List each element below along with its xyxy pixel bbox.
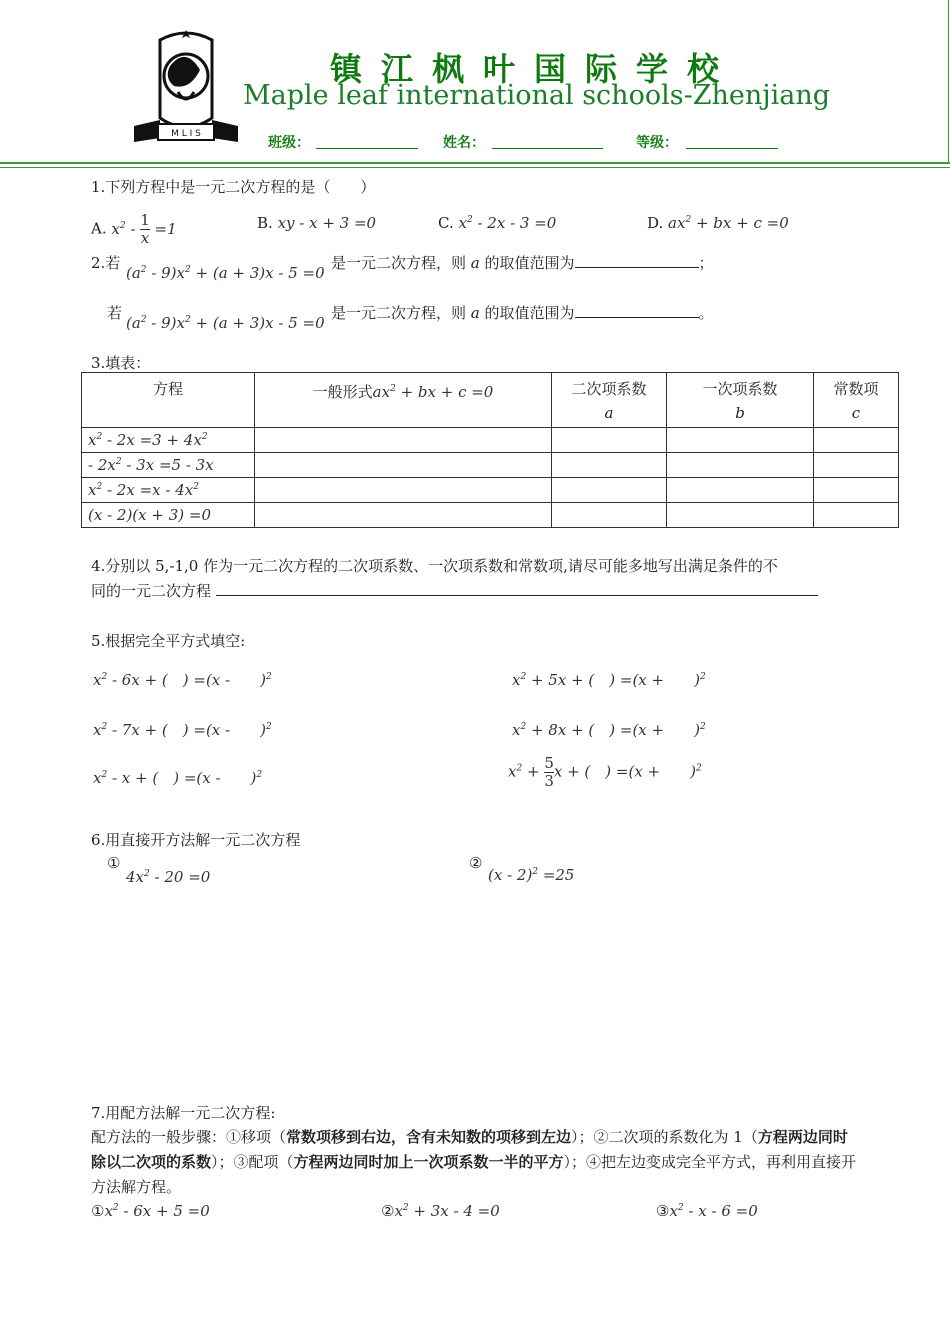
q6-equation-1: $4x^2 - 20 =0$ <box>126 868 211 886</box>
q2-line1: 2.若 <box>91 254 121 272</box>
q1-option-c: C. $x^2 - 2x - 3 =0$ <box>438 214 557 232</box>
q3-cell[interactable] <box>667 478 814 503</box>
q3-cell[interactable] <box>255 478 552 503</box>
q2-equation-2: $(a^2 - 9)x^2 + (a + 3)x - 5 =0$ <box>126 314 325 332</box>
q3-cell[interactable] <box>814 453 899 478</box>
header-border <box>948 0 949 164</box>
school-logo <box>130 26 242 150</box>
q1-option-b: B. xy - x + 3 =0 <box>257 214 377 232</box>
header-divider-thin <box>0 167 950 168</box>
q3-row-equation: - $2x^2 - 3x =5 - 3x$ <box>82 453 255 478</box>
q3-header-b: 一次项系数 b <box>667 373 814 428</box>
name-field[interactable] <box>492 148 603 149</box>
grade-label: 等级： <box>636 135 678 151</box>
q3-cell[interactable] <box>255 453 552 478</box>
q7-steps: 配方法的一般步骤：①移项（常数项移到右边，含有未知数的项移到左边）；②二次项的系数化为 1（方程两边同时除以二次项的系数）；③配项（方程两边同时加上一次项系数一半的平方）；④把左边变成完全平方式，再利用直接开方法解方程。 <box>91 1128 857 1196</box>
class-label: 班级： <box>268 135 310 151</box>
q3-cell[interactable] <box>814 478 899 503</box>
q4-answer[interactable] <box>216 581 818 596</box>
q3-header-a: 二次项系数 a <box>552 373 667 428</box>
name-label: 姓名： <box>443 135 485 151</box>
svg-text:M L I S: M L I S <box>171 129 201 139</box>
q2-text-1: 是一元二次方程，则 a 的取值范围为 ； <box>331 254 714 272</box>
q3-cell[interactable] <box>552 453 667 478</box>
school-name-en: Maple leaf international schools-Zhenjiang <box>243 80 830 111</box>
class-field[interactable] <box>316 148 418 149</box>
q6-mark-1: ① <box>107 854 121 872</box>
q2-answer-1[interactable] <box>575 253 699 268</box>
q3-cell[interactable] <box>814 428 899 453</box>
q7-item-1: $①x^2 - 6x + 5 =0$ <box>91 1202 210 1220</box>
q5-item-6[interactable]: $x^2$ + $\frac{5}{3}$ x + ( ) =(x + )$^2$ <box>508 754 702 790</box>
q2-line2: 若 <box>107 304 123 322</box>
q2-text-2: 是一元二次方程，则 a 的取值范围为 。 <box>331 304 714 322</box>
q3-cell[interactable] <box>667 503 814 528</box>
q5-item-2[interactable]: $x^2 + 5x$ + ( ) =(x + )$^2$ <box>512 671 706 689</box>
q6-prompt: 6.用直接开方法解一元二次方程 <box>91 831 301 849</box>
grade-field[interactable] <box>686 148 778 149</box>
q3-cell[interactable] <box>552 478 667 503</box>
q4-line1: 4.分别以 5,-1,0 作为一元二次方程的二次项系数、一次项系数和常数项,请尽可能多地写出满足条件的不 <box>91 557 778 575</box>
q3-cell[interactable] <box>552 503 667 528</box>
q3-header-general: 一般形式$ax^2$ + bx + c =0 <box>255 373 552 428</box>
school-name-cn: 镇江枫叶国际学校 <box>330 50 739 88</box>
q2-answer-2[interactable] <box>575 303 699 318</box>
q3-cell[interactable] <box>667 453 814 478</box>
q1-prompt: 1.下列方程中是一元二次方程的是（ ） <box>91 178 376 196</box>
q3-cell[interactable] <box>552 428 667 453</box>
q3-row <box>82 503 899 528</box>
q3-header-equation: 方程 <box>82 373 255 428</box>
q3-cell[interactable] <box>814 503 899 528</box>
q3-cell[interactable] <box>255 428 552 453</box>
q3-cell[interactable] <box>667 428 814 453</box>
q3-row <box>82 428 899 453</box>
q3-cell[interactable] <box>255 503 552 528</box>
q3-row-equation: (x - 2)(x + 3) =0 <box>82 503 255 528</box>
q4-line2: 同的一元二次方程 <box>91 580 818 601</box>
q6-equation-2: (x - 2)$^2$ =25 <box>488 866 575 884</box>
q3-row-equation: $x^2 - 2x =3 + 4x^2$ <box>82 428 255 453</box>
q1-option-a: A. $x^2$ - $\frac{1}{x}$ =1 <box>91 211 177 247</box>
q5-item-5[interactable]: $x^2$ - x + ( ) =(x - )$^2$ <box>93 769 263 787</box>
q7-prompt: 7.用配方法解一元二次方程: <box>91 1104 276 1122</box>
q3-prompt: 3.填表： <box>91 354 151 372</box>
q1-option-d: D. $ax^2$ + bx + c =0 <box>647 214 789 232</box>
q5-item-3[interactable]: $x^2 - 7x$ + ( ) =(x - )$^2$ <box>93 721 272 739</box>
q7-item-2: $②x^2 + 3x - 4 =0$ <box>381 1202 500 1220</box>
q3-header-c: 常数项 c <box>814 373 899 428</box>
q6-mark-2: ② <box>469 854 483 872</box>
q2-equation-1: $(a^2 - 9)x^2 + (a + 3)x - 5 =0$ <box>126 264 325 282</box>
q5-prompt: 5.根据完全平方式填空: <box>91 632 246 650</box>
q3-row-equation: $x^2 - 2x =x - 4x^2$ <box>82 478 255 503</box>
q5-item-4[interactable]: $x^2 + 8x$ + ( ) =(x + )$^2$ <box>512 721 706 739</box>
q3-row <box>82 453 899 478</box>
q5-item-1[interactable]: $x^2 - 6x$ + ( ) =(x - )$^2$ <box>93 671 272 689</box>
header-divider <box>0 162 950 164</box>
q7-item-3: $③x^2 - x - 6 =0$ <box>656 1202 758 1220</box>
q3-row <box>82 478 899 503</box>
q3-table <box>81 372 899 528</box>
